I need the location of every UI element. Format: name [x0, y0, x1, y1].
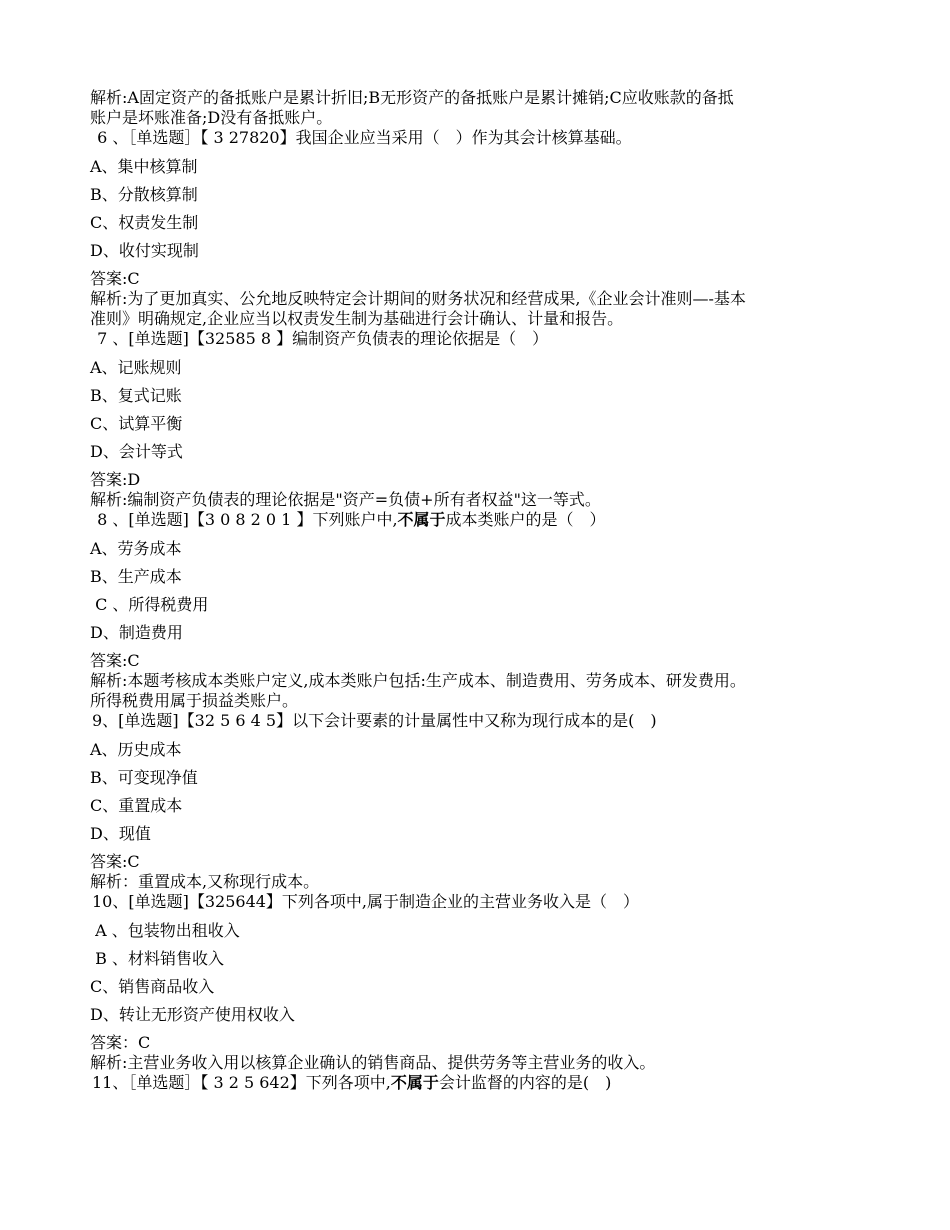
answer-line: 答案:C: [90, 651, 140, 670]
explanation-line: 所得税费用属于损益类账户。: [90, 691, 299, 710]
option-item: A、记账规则: [90, 358, 182, 377]
answer-line: 答案：C: [90, 1033, 151, 1052]
explanation-block: [90, 671, 870, 711]
option-item: C、试算平衡: [90, 414, 183, 433]
question-stem: [92, 329, 870, 349]
option-item: B 、材料销售收入: [90, 949, 224, 968]
question-stem: [92, 1073, 870, 1093]
option-item: A、劳务成本: [90, 539, 182, 558]
question-text-tail: 成本类账户的是（ ）: [445, 510, 606, 529]
explanation-block: [90, 872, 870, 892]
exam-page: [90, 88, 870, 1093]
explanation-line: 解析：重置成本,又称现行成本。: [90, 872, 320, 891]
explanation-line: 解析:A固定资产的备抵账户是累计折旧;B无形资产的备抵账户是累计摊销;C应收账款的备抵: [90, 88, 734, 107]
question-stem: [92, 510, 870, 530]
question-stem: [92, 128, 870, 148]
question-text: 8 、[单选题]【3 0 8 2 0 1 】下列账户中,: [92, 510, 398, 529]
explanation-line: 准则》明确规定,企业应当以权责发生制为基础进行会计确认、计量和报告。: [90, 309, 624, 328]
option-item: D、会计等式: [90, 442, 183, 461]
option-item: B、生产成本: [90, 567, 182, 586]
option-item: C、销售商品收入: [90, 977, 215, 996]
question-text: 9、[单选题]【32 5 6 4 5】以下会计要素的计量属性中又称为现行成本的是( ): [92, 711, 657, 730]
explanation-line: 解析:本题考核成本类账户定义,成本类账户包括:生产成本、制造费用、劳务成本、研发费用。: [90, 671, 746, 690]
explanation-block: [90, 88, 870, 128]
option-item: B、分散核算制: [90, 185, 198, 204]
option-item: B、复式记账: [90, 386, 182, 405]
question-text: 6 、［单选题］【 3 27820】我国企业应当采用（ ）作为其会计核算基础。: [92, 128, 632, 147]
explanation-block: [90, 1053, 870, 1073]
explanation-line: 解析:为了更加真实、公允地反映特定会计期间的财务状况和经营成果,《企业会计准则—-基本: [90, 289, 746, 308]
explanation-line: 解析:主营业务收入用以核算企业确认的销售商品、提供劳务等主营业务的收入。: [90, 1053, 656, 1072]
explanation-block: [90, 289, 870, 329]
option-item: D、收付实现制: [90, 241, 199, 260]
option-item: A 、包装物出租收入: [90, 921, 240, 940]
question-stem: [92, 711, 870, 731]
option-item: C、重置成本: [90, 796, 183, 815]
answer-line: 答案:D: [90, 470, 141, 489]
question-stem: [92, 892, 870, 912]
emphasis-text: 不属于: [397, 510, 446, 529]
question-text: 7 、[单选题]【32585 8 】编制资产负债表的理论依据是（ ）: [92, 329, 549, 348]
option-item: A、历史成本: [90, 740, 182, 759]
option-item: D、转让无形资产使用权收入: [90, 1005, 295, 1024]
question-text: 10、[单选题]【325644】下列各项中,属于制造企业的主营业务收入是（ ）: [92, 892, 640, 911]
answer-line: 答案:C: [90, 852, 140, 871]
emphasis-text: 不属于: [390, 1073, 439, 1092]
explanation-line: 账户是坏账准备;D没有备抵账户。: [90, 108, 333, 127]
question-text: 11、［单选题］【 3 2 5 642】下列各项中,: [92, 1073, 391, 1092]
option-item: C 、所得税费用: [90, 595, 209, 614]
answer-line: 答案:C: [90, 269, 140, 288]
explanation-block: [90, 490, 870, 510]
option-item: C、权责发生制: [90, 213, 199, 232]
option-item: D、现值: [90, 824, 151, 843]
option-item: A、集中核算制: [90, 157, 198, 176]
question-text-tail: 会计监督的内容的是( ): [438, 1073, 612, 1092]
option-item: B、可变现净值: [90, 768, 198, 787]
explanation-line: 解析:编制资产负债表的理论依据是"资产=负债+所有者权益"这一等式。: [90, 490, 601, 509]
option-item: D、制造费用: [90, 623, 183, 642]
